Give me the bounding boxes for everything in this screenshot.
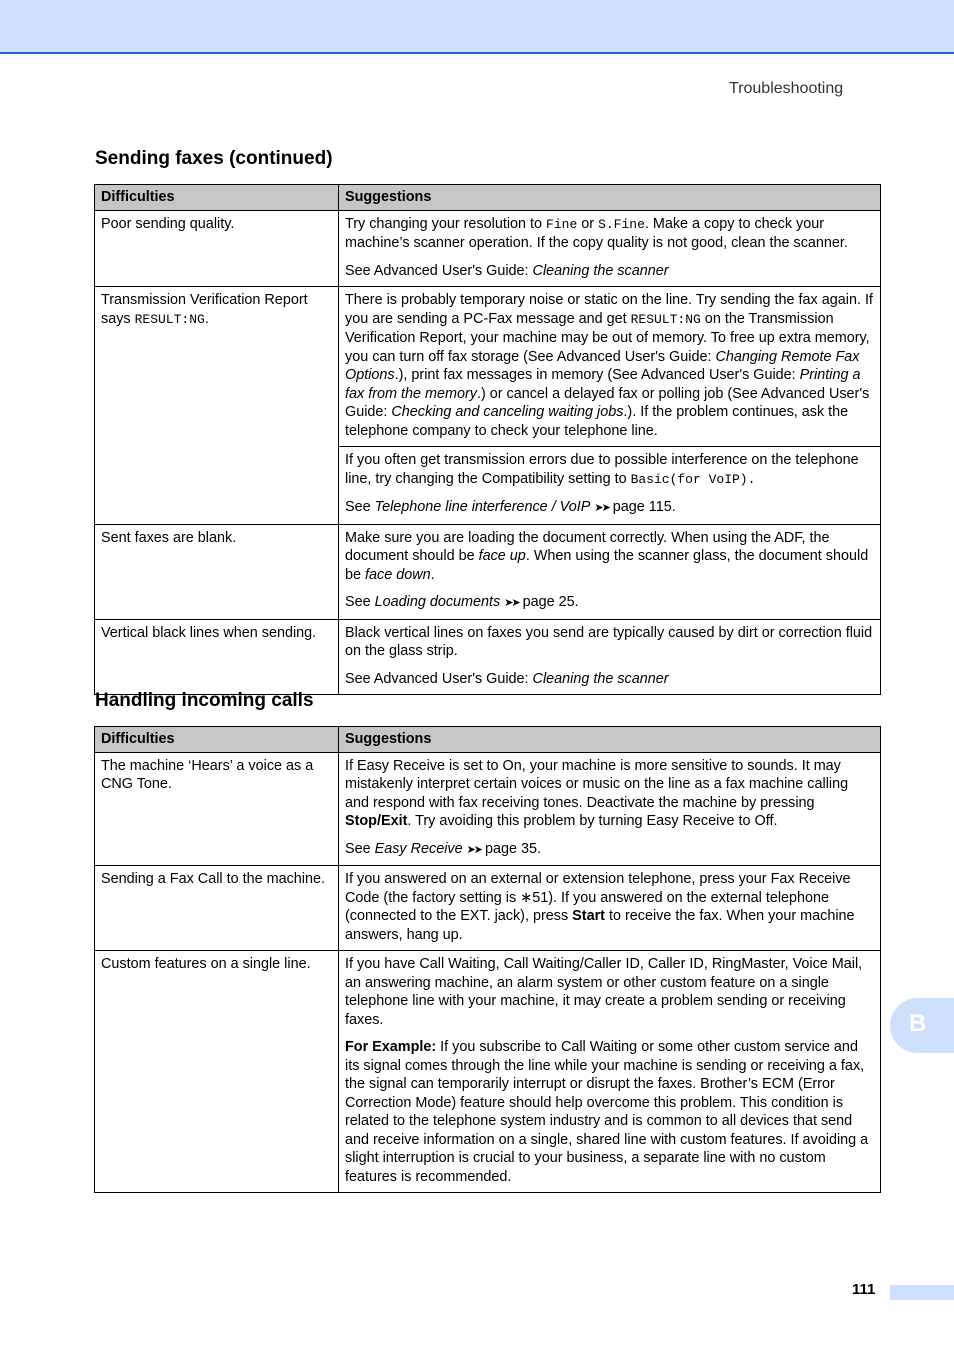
column-header-difficulties: Difficulties [95,727,339,753]
table-row [95,866,881,951]
double-arrow-icon: ➤➤ [466,843,482,856]
text-run: .), print fax messages in memory (See Advanced User's Guide: [394,367,800,383]
example-label: For Example: [345,1039,437,1055]
text-run: If you answered on an external or extension telephone, press your Fax Receive Code (the factory setting is [345,871,851,906]
suggestion-reference [345,670,874,689]
suggestion-paragraph [345,1038,874,1186]
text-run: See [345,594,375,610]
text-run: .) or cancel a delayed fax or polling job (See Advanced User's Guide: [345,385,870,420]
suggestion-cell [339,524,881,619]
table-row [95,951,881,1193]
difficulty-text: Poor sending quality. [101,215,235,232]
text-run: Make sure you are loading the document correctly. When using the ADF, the document should be [345,529,830,564]
appendix-tab [890,998,954,1053]
table-row [95,210,881,287]
text-run: If Easy Receive is set to On, your machine is more sensitive to sounds. It may mistakenly interpret certain voices or music on the line as a fax machine calling and respond with fax receiving tones. Deactivate the machine by pressing [345,757,849,811]
reference-title: Changing Remote Fax Options [345,348,860,383]
text-run: on the Transmission Verification Report, your machine may be out of memory. To free up extra memory, you can turn off fax storage (See Advanced User's Guide: [345,310,870,365]
difficulty-text: Sent faxes are blank. [101,529,237,546]
reference-title: Telephone line interference / VoIP [374,499,591,515]
text-run: . Make a copy to check your machine’s scanner operation. If the copy quality is not good, clean the scanner. [345,215,848,251]
double-arrow-icon: ➤➤ [504,597,519,609]
text-run: There is probably temporary noise or static on the line. Try sending the fax again. If you are sending a PC-Fax message and get [345,292,873,327]
key-name: Start [572,908,605,924]
reference-title: Easy Receive [374,840,463,857]
reference-title: Checking and canceling waiting jobs [391,404,624,420]
suggestion-paragraph [345,291,874,440]
text-run: See Advanced User's Guide: [345,670,533,687]
table-header-row [95,727,881,753]
suggestion-cell [339,866,881,951]
suggestion-cell [339,619,881,695]
table-row [95,752,881,866]
text-run: 51). If you answered on the external telephone (connected to the EXT. jack), press [345,889,830,924]
appendix-tab-letter: B [909,1010,927,1037]
suggestion-cell [339,210,881,287]
suggestion-reference [345,593,874,613]
text-run: See [345,840,375,857]
suggestion-paragraph: If you have Call Waiting, Call Waiting/Caller ID, Caller ID, RingMaster, Voice Mail, an answering machine, an alarm system or other custom feature on a single telephone line with your machine, it may create a problem sending or receiving faxes. [345,956,863,1028]
incoming-calls-table [94,726,881,1193]
suggestion-cell [339,287,881,447]
table-header-row [95,185,881,211]
text-run: See [345,499,375,515]
lcd-setting: Fine [546,216,578,232]
emphasis: face down [365,566,431,583]
section-title-sending: Sending faxes (continued) [95,148,333,169]
column-header-suggestions: Suggestions [339,727,881,753]
difficulty-cell [95,524,339,619]
double-arrow-icon: ➤➤ [594,502,609,514]
difficulty-cell [95,210,339,287]
text-run: See Advanced User's Guide: [345,262,533,279]
page-number: 111 [852,1281,876,1298]
suggestion-cell [339,951,881,1193]
table-row [95,619,881,695]
header-band [0,0,954,54]
column-header-difficulties: Difficulties [95,185,339,211]
difficulty-text: Transmission Verification Report says [101,292,308,327]
lcd-setting: Basic(for VoIP). [630,471,756,487]
text-run: or [577,215,599,232]
suggestion-paragraph [345,757,874,831]
footer-band [890,1285,954,1300]
table-row [95,287,881,447]
text-run: If you often get transmission errors due to possible interference on the telephone line, try changing the Compatibility setting to [345,452,859,487]
lcd-setting: RESULT:NG [630,311,701,327]
suggestion-reference [345,498,874,518]
text-run: page 115. [608,499,676,515]
difficulty-cell [95,287,339,525]
column-header-suggestions: Suggestions [339,185,881,211]
difficulty-text: Vertical black lines when sending. [101,624,317,641]
table-row [95,524,881,619]
text-run: . [204,310,209,327]
difficulty-text: The machine ‘Hears’ a voice as a CNG Tone. [101,757,314,792]
star-symbol: ∗ [520,889,533,906]
suggestion-paragraph: Black vertical lines on faxes you send are typically caused by dirt or correction fluid on the glass strip. [345,624,873,659]
suggestion-reference [345,840,874,860]
suggestion-cell [339,752,881,866]
text-run: . Try avoiding this problem by turning Easy Receive to Off. [407,813,778,829]
suggestion-paragraph [345,529,874,585]
text-run: . When using the scanner glass, the document should be [345,548,869,583]
running-head: Troubleshooting [729,80,844,97]
sending-faxes-table [94,184,881,695]
text-run: If you subscribe to Call Waiting or some other custom service and its signal comes through the line while your machine is sending or receiving a fax, the signal can temporarily interrupt or disrupt the faxes. Brother’s ECM (Error Correction Mode) feature should help overcome this problem. This condition is related to the telephone system industry and is common to all devices that send and receive information on a single, shared line with custom features. If avoiding a slight interruption is crucial to your business, a separate line with no custom features is recommended. [345,1039,869,1185]
key-name: Stop/Exit [345,813,408,829]
reference-title: Loading documents [374,594,501,610]
difficulty-cell [95,866,339,951]
text-run: page 35. [481,840,542,857]
reference-title: Cleaning the scanner [532,670,669,687]
text-run: page 25. [518,594,579,610]
section-title-incoming: Handling incoming calls [95,690,314,711]
difficulty-cell [95,951,339,1193]
difficulty-cell [95,619,339,695]
suggestion-paragraph [345,451,874,489]
emphasis: face up [478,548,526,564]
suggestion-paragraph [345,215,874,253]
reference-title: Printing a fax from the memory [345,367,861,402]
lcd-setting: S.Fine [598,216,645,232]
difficulty-text: Sending a Fax Call to the machine. [101,871,325,887]
text-run: Try changing your resolution to [345,215,547,232]
difficulty-cell [95,752,339,866]
text-run: to receive the fax. When your machine answers, hang up. [345,908,855,943]
difficulty-text: Custom features on a single line. [101,956,311,972]
text-run: .). If the problem continues, ask the telephone company to check your telephone line. [345,404,849,439]
suggestion-paragraph [345,870,874,944]
suggestion-reference [345,262,874,281]
text-run: . [430,566,435,583]
lcd-setting: RESULT:NG [134,311,205,327]
suggestion-cell [339,447,881,525]
reference-title: Cleaning the scanner [532,262,669,279]
